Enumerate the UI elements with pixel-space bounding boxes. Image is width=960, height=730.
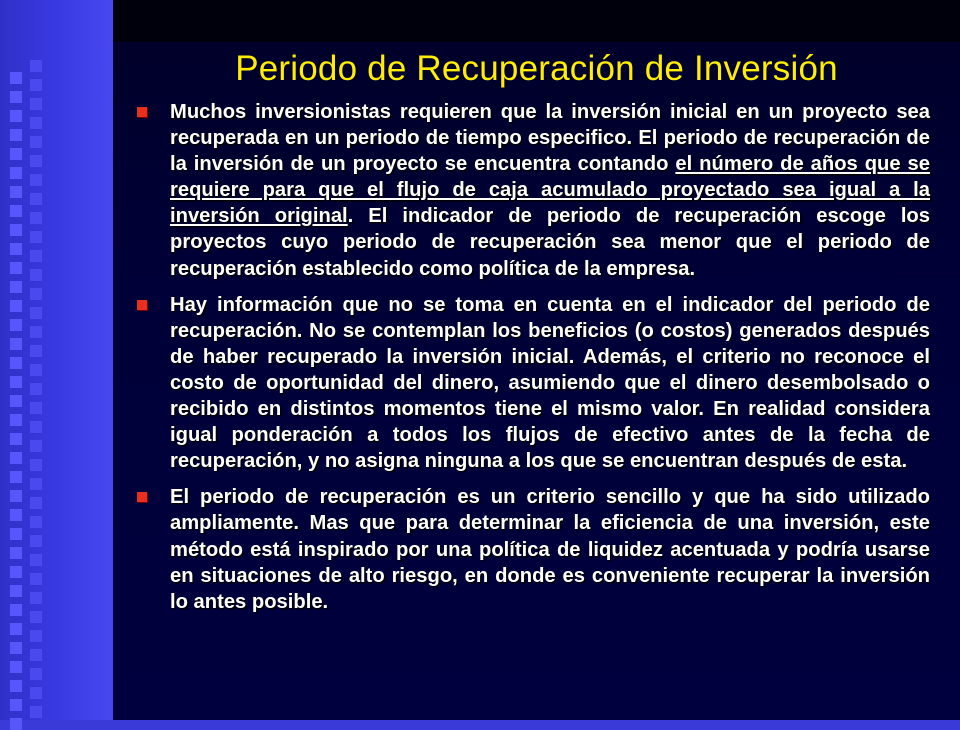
decorative-square [10, 357, 22, 369]
decorative-square [30, 136, 42, 148]
bullet-text [170, 99, 930, 282]
decorative-square [30, 231, 42, 243]
decorative-square [10, 243, 22, 255]
decorative-square [10, 585, 22, 597]
decorative-square [30, 554, 42, 566]
decorative-square [10, 224, 22, 236]
decorative-square [30, 307, 42, 319]
decorative-square [30, 668, 42, 680]
bullet-text: El periodo de recuperación es un criterio sencillo y que ha sido utilizado ampliamente. Mas que para determinar la eficiencia de una inversión, este método está inspirado por una política de liquidez acentuada y podría usarse en situaciones de alto riesgo, en donde es conveniente recuperar la inversión lo antes posible. [170, 486, 930, 613]
bullet-item-2 [130, 292, 930, 475]
decorative-square [10, 490, 22, 502]
decorative-square [10, 604, 22, 616]
decorative-square [10, 566, 22, 578]
decorative-square [30, 98, 42, 110]
bullet-text-part: Muchos inversionistas requieren que la inversión inicial en un proyecto sea recuperada en un periodo de tiempo especifico. El periodo de recuperación de la inversión de un proyecto se encuentra contando [170, 101, 930, 176]
decorative-square [10, 281, 22, 293]
decorative-square [30, 630, 42, 642]
decorative-square [30, 497, 42, 509]
decorative-square [10, 91, 22, 103]
decorative-square [10, 338, 22, 350]
bullet-item-3 [130, 484, 930, 614]
decorative-square [30, 649, 42, 661]
decorative-square [10, 167, 22, 179]
decorative-squares-column [30, 0, 44, 720]
decorative-square [10, 205, 22, 217]
decorative-square [30, 269, 42, 281]
decorative-square [10, 110, 22, 122]
decorative-square [10, 528, 22, 540]
decorative-square [10, 433, 22, 445]
bullet-list [130, 99, 930, 625]
slide-top-band [113, 0, 960, 42]
decorative-square [10, 680, 22, 692]
decorative-square [30, 516, 42, 528]
decorative-square [30, 364, 42, 376]
decorative-square [10, 376, 22, 388]
decorative-square [10, 699, 22, 711]
bullet-text-part: . El indicador de periodo de recuperación escoge los proyectos cuyo periodo de recuperación sea menor que el periodo de recuperación establecido como política de la empresa. [170, 205, 930, 280]
bullet-text: Hay información que no se toma en cuenta en el indicador del periodo de recuperación. No se contemplan los beneficios (o costos) generados después de haber recuperado la inversión inicial. Además, el criterio no reconoce el costo de oportunidad del dinero, asumiendo que el dinero desembolsado o recibido en distintos momentos tiene el mismo valor. En realidad considera igual ponderación a todos los flujos de efectivo antes de la fecha de recuperación, y no asigna ninguna a los que se encuentran después de esta. [170, 293, 930, 473]
decorative-square [30, 326, 42, 338]
decorative-square [30, 60, 42, 72]
decorative-squares-column [10, 0, 24, 720]
decorative-square [10, 262, 22, 274]
decorative-square [30, 250, 42, 262]
decorative-square [10, 186, 22, 198]
decorative-square [30, 535, 42, 547]
decorative-square [30, 706, 42, 718]
decorative-square [10, 319, 22, 331]
decorative-square [30, 421, 42, 433]
red-square-bullet-icon [137, 492, 147, 502]
decorative-square [10, 623, 22, 635]
red-square-bullet-icon [137, 107, 147, 117]
decorative-square [10, 642, 22, 654]
decorative-square [30, 212, 42, 224]
decorative-square [30, 478, 42, 490]
slide-title: Periodo de Recuperación de Inversión [235, 49, 838, 88]
decorative-square [10, 471, 22, 483]
decorative-square [10, 395, 22, 407]
decorative-square [30, 117, 42, 129]
decorative-square [30, 155, 42, 167]
decorative-square [30, 345, 42, 357]
decorative-square [10, 148, 22, 160]
bullet-item-1 [130, 99, 930, 282]
underlined-definition: el número de años que se requiere para que el flujo de caja acumulado proyectado sea igual a la inversión original [170, 153, 930, 228]
decorative-square [10, 661, 22, 673]
decorative-square [30, 402, 42, 414]
decorative-square [30, 611, 42, 623]
left-decorative-strip [0, 0, 113, 720]
decorative-square [10, 300, 22, 312]
decorative-square [30, 383, 42, 395]
decorative-square [30, 193, 42, 205]
decorative-square [10, 452, 22, 464]
decorative-square [10, 547, 22, 559]
decorative-square [30, 573, 42, 585]
decorative-square [30, 79, 42, 91]
decorative-square [10, 509, 22, 521]
decorative-square [30, 592, 42, 604]
decorative-square [10, 414, 22, 426]
decorative-square [30, 174, 42, 186]
decorative-square [10, 129, 22, 141]
decorative-square [30, 288, 42, 300]
decorative-square [30, 440, 42, 452]
decorative-square [30, 459, 42, 471]
decorative-square [10, 72, 22, 84]
red-square-bullet-icon [137, 300, 147, 310]
decorative-square [30, 687, 42, 699]
